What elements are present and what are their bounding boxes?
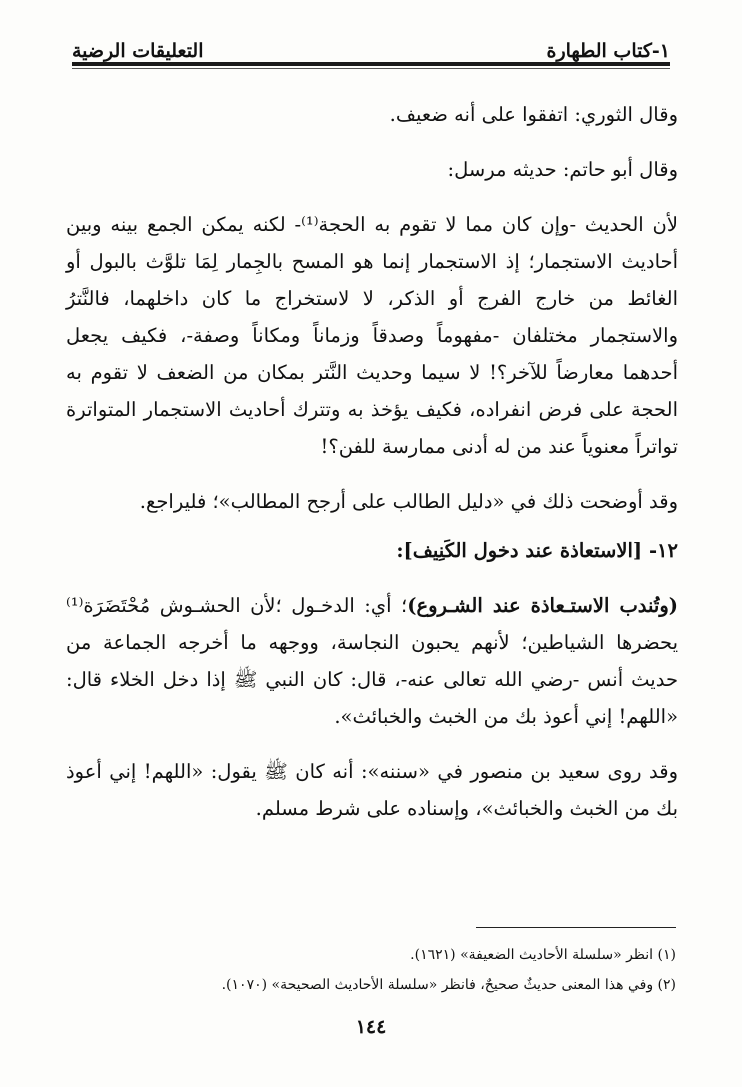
running-header bbox=[72, 26, 670, 62]
main-text bbox=[66, 96, 678, 845]
paragraph: وقد روى سعيد بن منصور في «سننه»: أنه كان ﷺ يقول: «اللهم! إني أعوذ بك من الخبث والخبائث»، وإسناده على شرط مسلم. bbox=[66, 760, 678, 820]
paragraph: وقال أبو حاتم: حديثه مرسل: bbox=[447, 158, 678, 181]
footnote: (٢) وفي هذا المعنى حديثٌ صحيحٌ، فانظر «سلسلة الأحاديث الصحيحة» (١٠٧٠). bbox=[221, 977, 676, 993]
commentary-text: ؛ أي: الدخـول ؛لأن الحشـوش مُحْتَضَرَة⁽¹⁾ يحضرها الشياطين؛ لأنهم يحبون النجاسة، ووجهه ما أخرجه الجماعة من حديث أنس -رضي الله تعالى عنه-، قال: كان النبي ﷺ إذا دخل الخلاء قال: «اللهم! إني أعوذ بك من الخبث والخبائث». bbox=[66, 594, 678, 728]
page-number: ١٤٤ bbox=[355, 1016, 387, 1038]
footnotes bbox=[66, 940, 676, 1000]
paragraph: لأن الحديث -وإن كان مما لا تقوم به الحجة⁽¹⁾- لكنه يمكن الجمع بينه وبين أحاديث الاستجمار؛ إذ الاستجمار إنما هو المسح بالجِمار لِمَا تلوَّث بالبول أو الغائط من خارج الفرج أو الذكر، لا لاستخراج ما كان داخلهما، فالنَّترُ والاستجمار مختلفان -مفهوماً وصدقاً وزماناً ومكاناً وصفة-، فكيف يجعل أحدهما معارضاً للآخر؟! لا سيما وحديث النَّتر بمكان من الضعف لا تقوم به الحجة على فرض انفراده، فكيف يؤخذ به وتترك أحاديث الاستجمار المتواترة تواتراً معنوياً عند من له أدنى ممارسة للفن؟! bbox=[66, 213, 678, 458]
section-heading: ١٢- [الاستعاذة عند دخول الكَنِيف]: bbox=[396, 539, 678, 562]
paragraph bbox=[66, 587, 678, 735]
header-rule-thin bbox=[72, 68, 670, 69]
book-title: التعليقات الرضية bbox=[72, 40, 204, 62]
paragraph: وقال الثوري: اتفقوا على أنه ضعيف. bbox=[389, 103, 678, 126]
footnote-separator bbox=[476, 927, 676, 928]
chapter-title: ١-كتاب الطهارة bbox=[546, 40, 670, 62]
paragraph: وقد أوضحت ذلك في «دليل الطالب على أرجح المطالب»؛ فليراجع. bbox=[139, 490, 678, 513]
matn-text: (وتُندب الاستـعاذة عند الشـروع) bbox=[407, 594, 678, 617]
header-rule bbox=[72, 62, 670, 66]
footnote: (١) انظر «سلسلة الأحاديث الضعيفة» (١٦٢١). bbox=[410, 947, 676, 963]
